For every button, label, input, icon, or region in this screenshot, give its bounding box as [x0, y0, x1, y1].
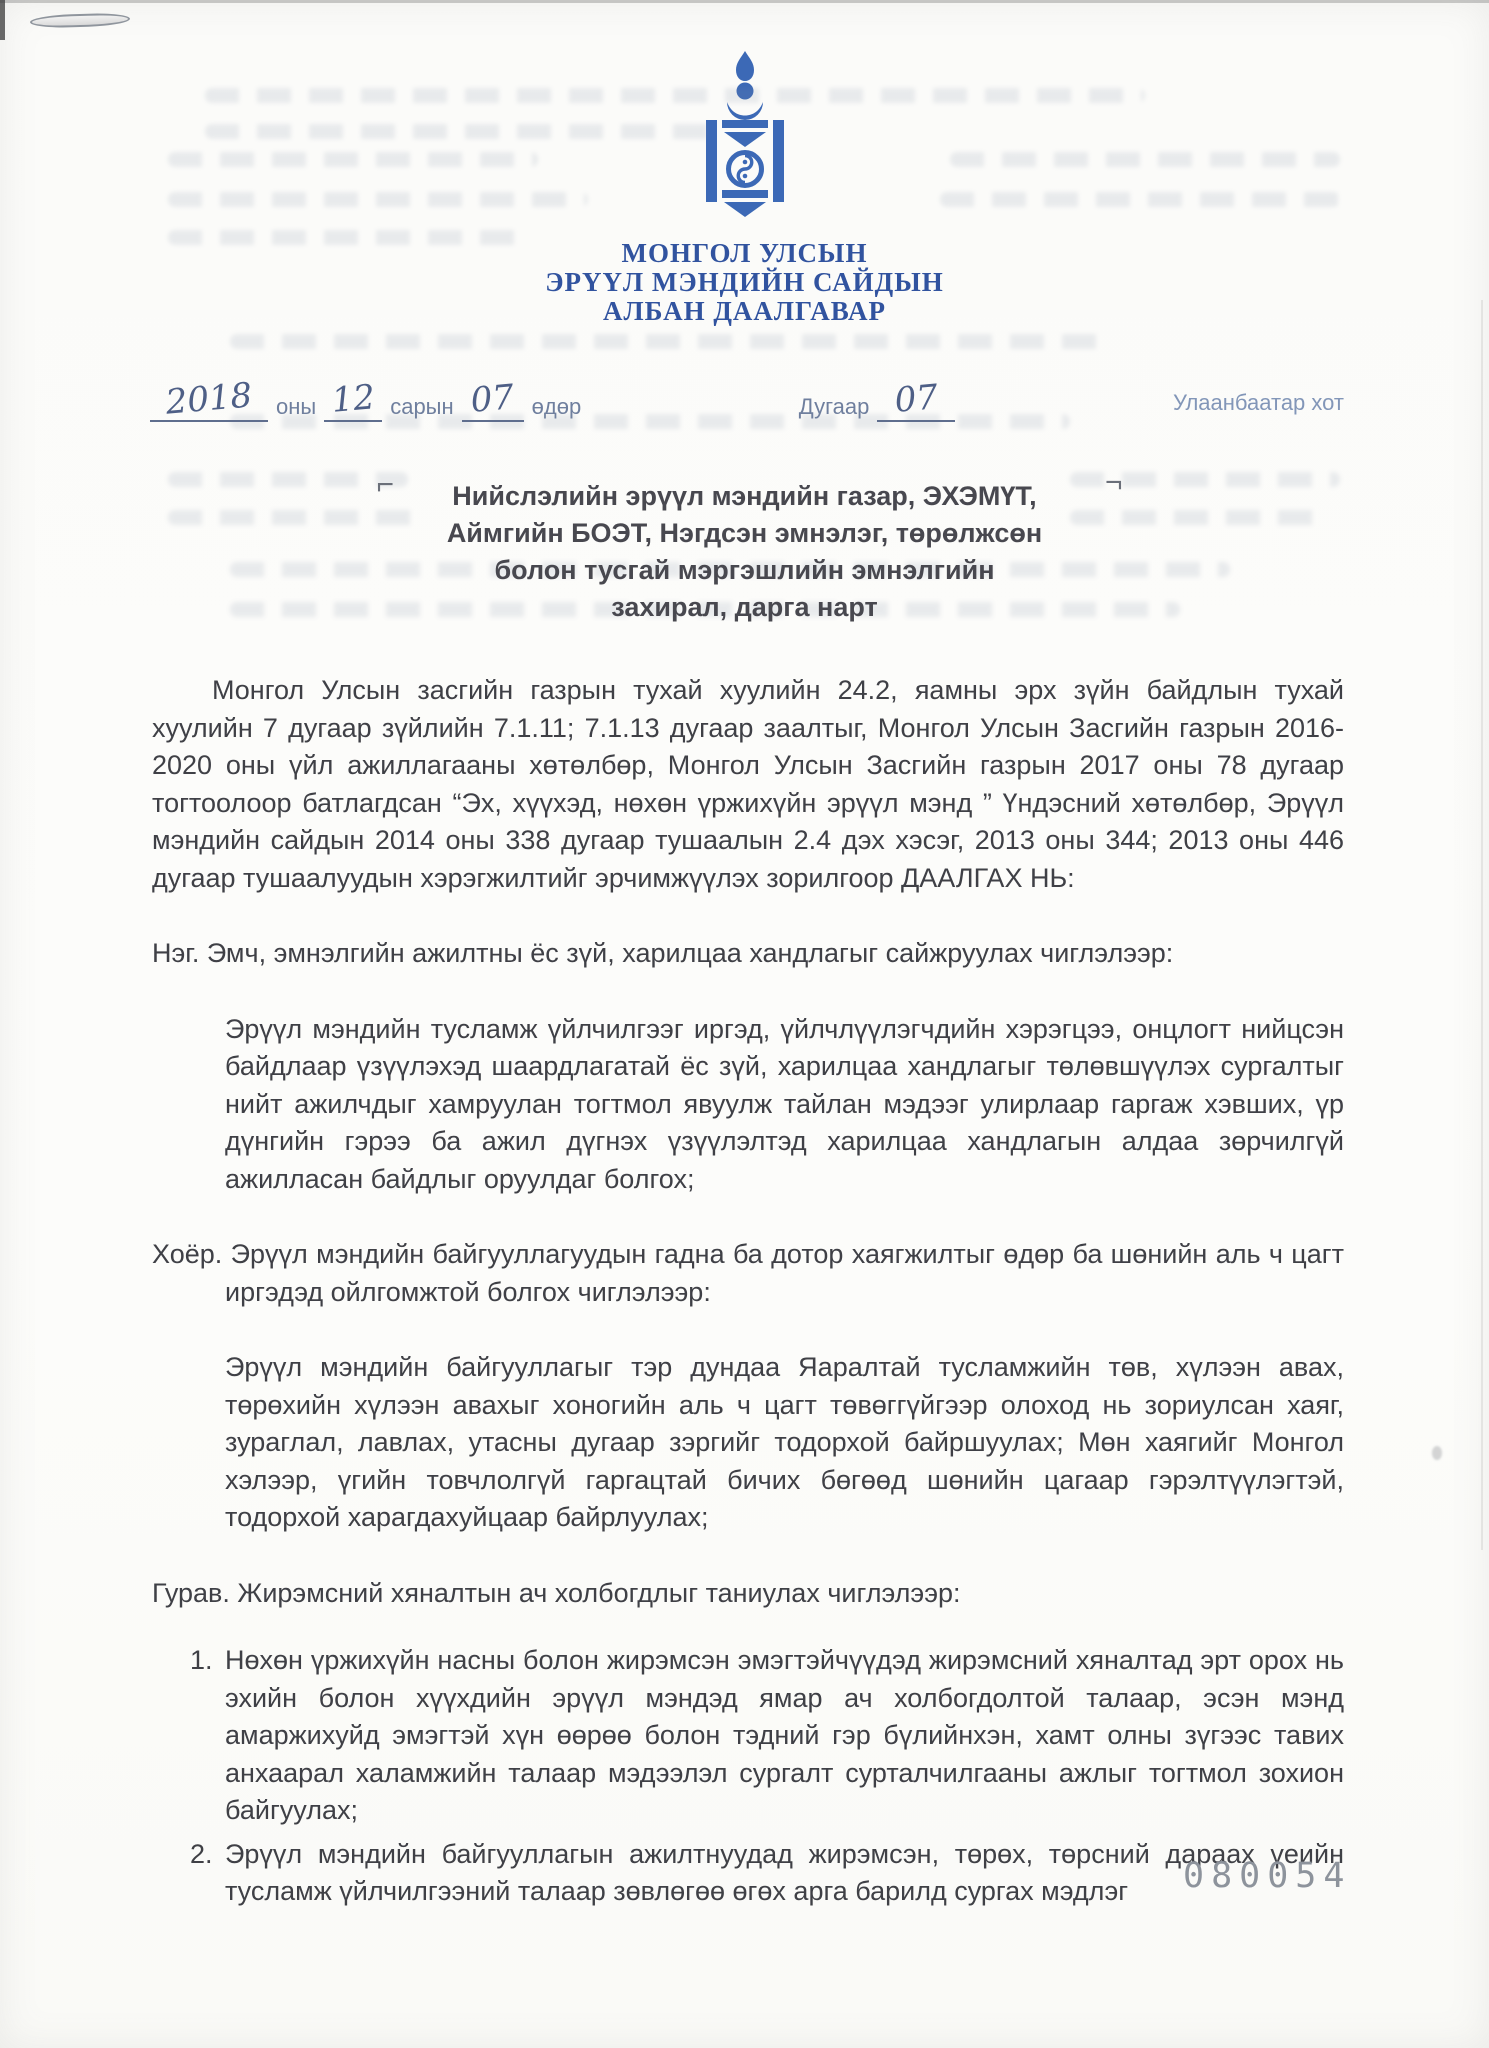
addressee-line: Аймгийн БОЭТ, Нэгдсэн эмнэлэг, төрөлжсөн — [446, 518, 1043, 548]
list-item-number: 2. — [190, 1838, 213, 1869]
section-two-paragraph: Эрүүл мэндийн байгууллагыг тэр дундаа Яаралтай тусламжийн төв, хүлээн авах, төрөхийн хүлээн авахыг хоногийн аль ч цагт төвөггүйгээр олоход нь зориулсан хаяг, зураглал, лавлах, утасны дугаар зэргийг тодорхой байршуулах; Мөн хаягийг Монгол хэлээр, үгийн товчлолгүй гаргацтай бичих бөгөөд шөнийн цагаар гэрэлтүүлэгтэй, тодорхой харагдахуйцаар байрлуулах; — [225, 1352, 1344, 1532]
month-label: сарын — [390, 394, 454, 419]
document-body — [152, 672, 1344, 1911]
month-handwritten: 12 — [329, 377, 377, 421]
numbered-list — [152, 1642, 1344, 1911]
day-blank — [462, 377, 524, 422]
scan-speck — [1432, 1446, 1442, 1460]
org-name-line1: МОНГОЛ УЛСЫН — [621, 238, 868, 268]
soyombo-emblem-icon — [695, 50, 795, 233]
year-label: оны — [276, 394, 317, 419]
document-header — [0, 239, 1489, 326]
section-one-heading: Нэг. Эмч, эмнэлгийн ажилтны ёс зүй, харилцаа хандлагыг сайжруулах чиглэлээр: — [152, 938, 1174, 968]
year-handwritten: 2018 — [163, 375, 254, 423]
dateline — [150, 366, 1344, 422]
intro-paragraph: Монгол Улсын засгийн газрын тухай хуулийн 24.2, яамны эрх зүйн байдлын тухай хуулийн 7 дугаар зүйлийн 7.1.11; 7.1.13 дугаар заалтыг, Монгол Улсын Засгийн газрын 2016-2020 оны үйл ажиллагааны хөтөлбөр, Монгол Улсын Засгийн газрын 2017 оны 78 дугаар тогтоолоор батлагдсан “Эх, хүүхэд, нөхөн үржихүйн эрүүл мэнд ” Үндэсний хөтөлбөр, Эрүүл мэндийн сайдын 2014 оны 338 дугаар тушаалын 2.4 дэх хэсэг, 2013 оны 344; 2013 оны 446 дугаар тушаалуудын хэрэгжилтийг эрчимжүүлэх зорилгоор ДААЛГАХ НЬ: — [152, 675, 1344, 893]
scan-top-edge — [0, 0, 1489, 3]
year-blank — [150, 375, 268, 423]
section-one-paragraph: Эрүүл мэндийн тусламж үйлчилгээг иргэд, үйлчлүүлэгчдийн хэрэгцээ, онцлогт нийцсэн байдлаар үзүүлэхэд шаардлагатай ёс зүй, харилцаа хандлагыг төлөвшүүлэх сургалтыг нийт ажилчдыг хамруулан тогтмол явуулж тайлан мэдээг улирлаар гаргаж хэвших, үр дүнгийн гэрээ ба ажил дүгнэх үзүүлэлтэд харилцаа хандлагын алдаа зөрчилгүй ажилласан байдлыг оруулдаг болгох; — [225, 1013, 1344, 1194]
scan-right-edge — [1481, 300, 1483, 1550]
list-item — [152, 1642, 1344, 1830]
addressee-line: болон тусгай мэргэшлийн эмнэлгийн — [494, 555, 995, 585]
addressee-line: захирал, дарга нарт — [611, 592, 878, 622]
corner-bracket-right: ¬ — [1104, 466, 1123, 499]
bleed-through-artifact — [230, 334, 1110, 349]
section-two-heading: Хоёр. Эрүүл мэндийн байгууллагуудын гадна ба дотор хаягжилтыг өдөр ба шөнийн аль ч цагт иргэдэд ойлгомжтой болгох чиглэлээр: — [152, 1239, 1344, 1307]
day-handwritten: 07 — [468, 377, 516, 421]
corner-bracket-left: ⌐ — [376, 468, 395, 501]
addressee-block — [376, 466, 1123, 626]
bleed-through-artifact — [168, 472, 408, 487]
number-handwritten: 07 — [892, 377, 940, 421]
serial-number-stamp: 080054 — [1183, 1856, 1352, 1896]
bleed-through-artifact — [168, 510, 418, 525]
list-item — [152, 1836, 1344, 1911]
list-item-text: Эрүүл мэндийн байгууллагын ажилтнуудад жирэмсэн, төрөх, төрсний дараах үеийн тусламж үйлчилгээний талаар зөвлөгөө өгөх арга барилд сургах мэдлэг — [225, 1838, 1344, 1906]
bleed-through-artifact — [1070, 510, 1330, 525]
list-item-number: 1. — [190, 1645, 213, 1675]
city-label: Улаанбаатар хот — [1172, 390, 1344, 415]
day-label: өдөр — [531, 394, 582, 419]
month-blank — [324, 377, 382, 422]
number-blank — [877, 377, 955, 422]
org-name-line2: ЭРҮҮЛ МЭНДИЙН САЙДЫН — [545, 267, 944, 297]
addressee-line: Нийслэлийн эрүүл мэндийн газар, ЭХЭМҮТ, — [452, 481, 1037, 511]
list-item-text: Нөхөн үржихүйн насны болон жирэмсэн эмэгтэйчүүдэд жирэмсний хяналтад эрт орох нь эхийн болон хүүхдийн эрүүл мэндэд ямар ач холбогдолтой талаар, эсэн мэнд амаржихуйд эмэгтэй хүн өөрөө болон тэдний гэр бүлийнхэн, хамт олны зүгээс тавих анхаарал халамжийн талаар мэдээлэл сургалт сурталчилгааны ажлыг тогтмол зохион байгуулах; — [225, 1645, 1344, 1825]
number-label: Дугаар — [798, 394, 870, 419]
section-three-heading: Гурав. Жирэмсний хяналтын ач холбогдлыг таниулах чиглэлээр: — [152, 1577, 961, 1608]
scan-corner-mark — [0, 0, 5, 40]
document-type-title: АЛБАН ДААЛГАВАР — [602, 296, 887, 326]
